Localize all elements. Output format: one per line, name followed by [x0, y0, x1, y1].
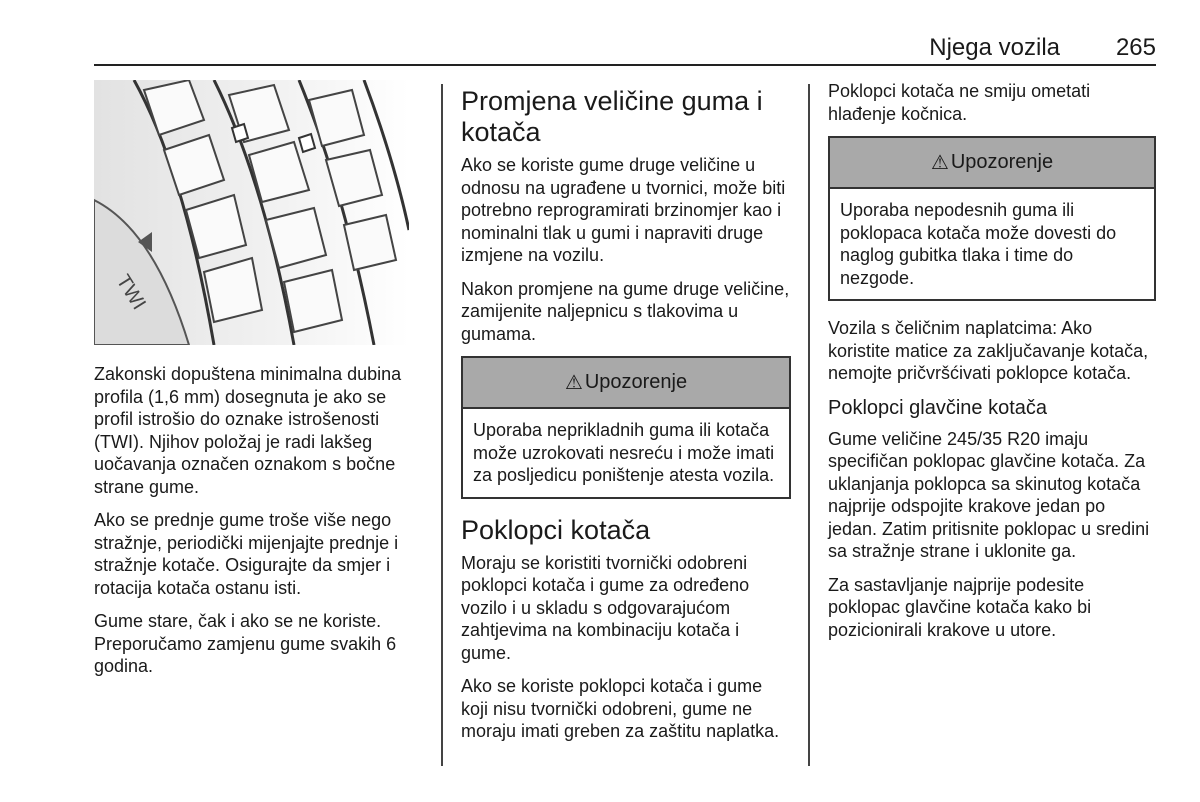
col2-paragraph-4: Ako se koriste poklopci kotača i gume koji nisu tvornički odobreni, gume ne moraju imati greben za zaštitu naplatka.: [461, 676, 780, 741]
tire-tread-svg: [94, 80, 409, 345]
column-divider-2: [808, 84, 810, 766]
col1-paragraph-2: Ako se prednje gume troše više nego stražnje, periodički mijenjajte prednje i stražnje kotače. Osigurajte da smjer i rotacija kotača ostanu isti.: [94, 510, 399, 598]
col1-paragraph-3: Gume stare, čak i ako se ne koriste. Preporučamo zamjenu gume svakih 6 godina.: [94, 611, 397, 676]
section-heading-wheel-covers: Poklopci kotača: [461, 514, 651, 545]
column-2: [461, 80, 791, 754]
warning-triangle-icon: ⚠: [564, 372, 583, 394]
warning-box-1: [461, 356, 791, 499]
warning-text: Uporaba nepodesnih guma ili poklopaca kotača može dovesti do naglog gubitka tlaka i time do nezgode.: [840, 200, 1117, 288]
warning-title: Upozorenje: [950, 151, 1054, 173]
col3-paragraph-3: Gume veličine 245/35 R20 imaju specifičan poklopac glavčine kotača. Za uklanjanja poklopca sa skinutog kotača najprije odspojite krakove jedan po jedan. Zatim pritisnite poklopac u sredini sa stražnje strane i uklonite ga.: [828, 428, 1150, 561]
col1-paragraph-1: Zakonski dopuštena minimalna dubina profila (1,6 mm) dosegnuta je ako se profil istrošio do oznake istrošenosti (TWI). Njihov položaj je radi lakšeg uočavanja označen oznakom s bočne strane gume.: [94, 364, 402, 497]
warning-body: [830, 189, 1154, 299]
col3-paragraph-4: Za sastavljanje najprije podesite poklopac glavčine kotača kako bi pozicionirali krakove u utore.: [828, 574, 1092, 640]
column-1: [94, 80, 409, 689]
column-divider-1: [441, 84, 443, 766]
section-heading-tire-size: Promjena veličine guma i kotača: [461, 86, 763, 147]
warning-body: [463, 409, 789, 497]
warning-header: [830, 138, 1154, 189]
col2-paragraph-3: Moraju se koristiti tvornički odobreni poklopci kotača i gume za određeno vozilo i u skladu s odgovarajućom zahtjevima na kombinaciju kotača i gume.: [461, 552, 750, 663]
warning-box-2: [828, 136, 1156, 301]
col3-paragraph-2: Vozila s čeličnim naplatcima: Ako koristite matice za zaključavanje kotača, nemojte pričvršćivati poklopce kotača.: [828, 318, 1149, 383]
warning-header: [463, 358, 789, 409]
header-rule: [94, 64, 1156, 66]
page-number: 265: [1115, 34, 1156, 61]
col2-paragraph-2: Nakon promjene na gume druge veličine, zamijenite naljepnicu s tlakovima u gumama.: [461, 278, 790, 344]
running-header-title: Njega vozila: [929, 34, 1060, 61]
col2-paragraph-1: Ako se koriste gume druge veličine u odnosu na ugrađene u tvornici, može biti potrebno reprogramirati brzinomjer kao i nominalni tlak u gumi i napraviti druge izmjene na vozilu.: [461, 155, 786, 265]
column-3: [828, 80, 1156, 652]
warning-title: Upozorenje: [584, 371, 688, 393]
tire-tread-illustration: [94, 80, 409, 345]
subheading-hub-caps: Poklopci glavčine kotača: [828, 396, 1048, 419]
twi-label: TWI: [111, 270, 150, 314]
warning-triangle-icon: ⚠: [930, 152, 949, 174]
col3-paragraph-1: Poklopci kotača ne smiju ometati hlađenje kočnica.: [828, 81, 1091, 124]
warning-text: Uporaba neprikladnih guma ili kotača može uzrokovati nesreću i može imati za posljedicu poništenje atesta vozila.: [473, 420, 775, 485]
